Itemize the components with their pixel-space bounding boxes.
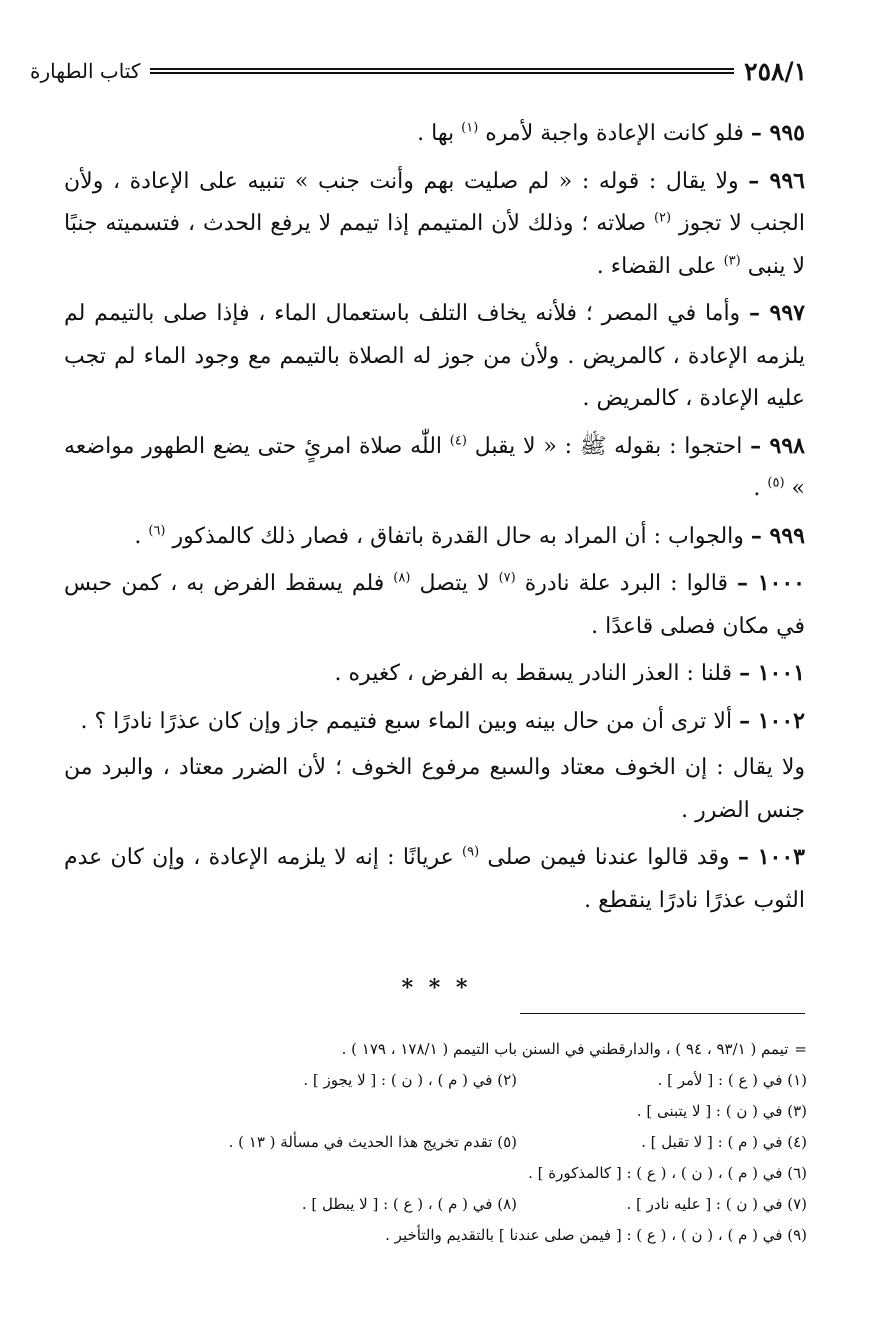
paragraph-text: . bbox=[134, 523, 149, 549]
footnotes bbox=[40, 1034, 807, 1251]
footnote-divider bbox=[520, 1013, 805, 1014]
footnote-ref: (٧) bbox=[498, 570, 516, 586]
issue-number: ٩٩٦ – bbox=[748, 167, 805, 194]
issue-number: ٩٩٩ – bbox=[750, 522, 805, 549]
paragraph-1001 bbox=[64, 652, 805, 696]
paragraph-text: ألا ترى أن من حال بينه وبين الماء سبع فتيمم جاز وإن كان عذرًا نادرًا ؟ . bbox=[80, 708, 740, 734]
issue-number: ٩٩٧ – bbox=[749, 300, 805, 326]
footnote-2: (٢) في ( م ) ، ( ن ) : [ لا يجوز ] . bbox=[303, 1071, 517, 1089]
footnote-row bbox=[40, 1158, 807, 1189]
footnote-ref: (١) bbox=[461, 120, 479, 136]
paragraph-text: بها . bbox=[417, 121, 462, 146]
paragraph-text: فلو كانت الإعادة واجبة لأمره bbox=[478, 121, 751, 146]
issue-number: ١٠٠١ – bbox=[739, 660, 805, 686]
footnote-ref: (٨) bbox=[393, 570, 411, 586]
footnote-text: تيمم ( ٩٣/١ ، ٩٤ ) ، والدارقطني في السنن باب التيمم ( ١٧٨/١ ، ١٧٩ ) . bbox=[341, 1040, 789, 1058]
paragraph-text: قلنا : العذر النادر يسقط به الفرض ، كغيره . bbox=[334, 661, 740, 686]
paragraph-text: وقد قالوا عندنا فيمن صلى bbox=[479, 845, 738, 870]
footnote-continuation bbox=[40, 1034, 807, 1065]
footnote-9: (٩) في ( م ) ، ( ن ) ، ( ع ) : [ فيمن صلى عندنا ] بالتقديم والتأخير . bbox=[385, 1226, 807, 1244]
paragraph-996 bbox=[64, 160, 805, 289]
paragraph-1003 bbox=[64, 836, 805, 922]
paragraph-text: عريانًا : إنه لا يلزمه الإعادة ، وإن كان عدم الثوب عذرًا نادرًا ينقطع . bbox=[64, 845, 805, 913]
paragraph-text: وأما في المصر ؛ فلأنه يخاف التلف باستعمال الماء ، فإذا صلى بالتيمم لم يلزمه الإعادة ، كالمريض . ولأن من جوز له الصلاة بالتيمم مع وجود الماء لم تجب عليه الإعادة ، كالمريض . bbox=[64, 301, 805, 411]
book-title: كتاب الطهارة bbox=[30, 59, 141, 83]
section-separator: * * * bbox=[401, 975, 472, 1001]
paragraph-text: اللّٰه صلاة امرئٍ حتى يضع الطهور مواضعه » bbox=[64, 433, 805, 501]
footnote-row bbox=[40, 1189, 807, 1220]
running-header bbox=[30, 54, 807, 88]
paragraph-998 bbox=[64, 425, 805, 511]
issue-number: ٩٩٥ – bbox=[750, 120, 805, 146]
paragraph-997 bbox=[64, 292, 805, 421]
paragraph-text: لا يتصل bbox=[410, 571, 499, 596]
footnote-ref: (٦) bbox=[148, 523, 166, 539]
footnote-ref: (٣) bbox=[723, 253, 741, 269]
paragraph-text: ولا يقال : قوله : « لم صليت بهم وأنت جنب » تنبيه على الإعادة ، ولأن الجنب لا تجوز bbox=[64, 168, 805, 236]
paragraph-text: على القضاء . bbox=[596, 253, 724, 279]
footnote-6: (٦) في ( م ) ، ( ن ) ، ( ع ) : [ كالمذكورة ] . bbox=[528, 1164, 807, 1182]
footnote-row bbox=[40, 1127, 807, 1158]
footnote-5: (٥) تقدم تخريج هذا الحديث في مسألة ( ١٣ ) . bbox=[228, 1133, 517, 1151]
issue-number: ١٠٠٢ – bbox=[739, 707, 805, 734]
issue-number: ١٠٠٣ – bbox=[737, 844, 805, 870]
footnote-ref: (٥) bbox=[767, 475, 785, 491]
footnote-4: (٤) في ( م ) : [ لا تقبل ] . bbox=[641, 1133, 807, 1151]
page-number: ٢٥٨/١ bbox=[744, 56, 807, 86]
paragraph-text: ولا يقال : إن الخوف معتاد والسبع مرفوع الخوف ؛ لأن الضرر معتاد ، والبرد من جنس الضرر . bbox=[64, 755, 805, 823]
paragraph-text: قالوا : البرد علة نادرة bbox=[515, 571, 738, 596]
footnote-ref: (٤) bbox=[449, 433, 467, 449]
paragraph-text: . bbox=[753, 476, 768, 501]
paragraph-1002 bbox=[64, 700, 805, 744]
paragraph-1000 bbox=[64, 562, 805, 648]
continuation-mark: = bbox=[794, 1040, 807, 1058]
footnote-1: (١) في ( ع ) : [ لأمر ] . bbox=[657, 1071, 807, 1089]
issue-number: ١٠٠٠ – bbox=[737, 570, 805, 596]
paragraph-text: صلاته ؛ وذلك لأن المتيمم إذا تيمم لا يرفع الحدث ، فتسميته جنبًا لا ينبى bbox=[64, 211, 805, 279]
header-double-rule bbox=[150, 68, 734, 74]
paragraph-999 bbox=[64, 515, 805, 559]
footnote-row bbox=[40, 1065, 807, 1096]
footnote-ref: (٩) bbox=[462, 844, 480, 860]
issue-number: ٩٩٨ – bbox=[750, 432, 805, 459]
main-text bbox=[64, 112, 805, 926]
footnote-7: (٧) في ( ن ) : [ عليه نادر ] . bbox=[626, 1195, 807, 1213]
paragraph-995 bbox=[64, 112, 805, 156]
paragraph-text: فلم يسقط الفرض به ، كمن حبس في مكان فصلى قاعدًا . bbox=[64, 571, 805, 639]
footnote-ref: (٢) bbox=[653, 210, 672, 226]
paragraph-text: والجواب : أن المراد به حال القدرة باتفاق ، فصار ذلك كالمذكور bbox=[165, 523, 751, 549]
paragraph-unnumbered bbox=[64, 747, 805, 832]
footnote-8: (٨) في ( م ) ، ( ع ) : [ لا يبطل ] . bbox=[301, 1195, 517, 1213]
footnote-row bbox=[40, 1220, 807, 1251]
paragraph-text: احتجوا : بقوله ﷺ : « لا يقبل bbox=[466, 433, 751, 459]
footnote-3: (٣) في ( ن ) : [ لا يتبنى ] . bbox=[636, 1102, 807, 1120]
footnote-row bbox=[40, 1096, 807, 1127]
